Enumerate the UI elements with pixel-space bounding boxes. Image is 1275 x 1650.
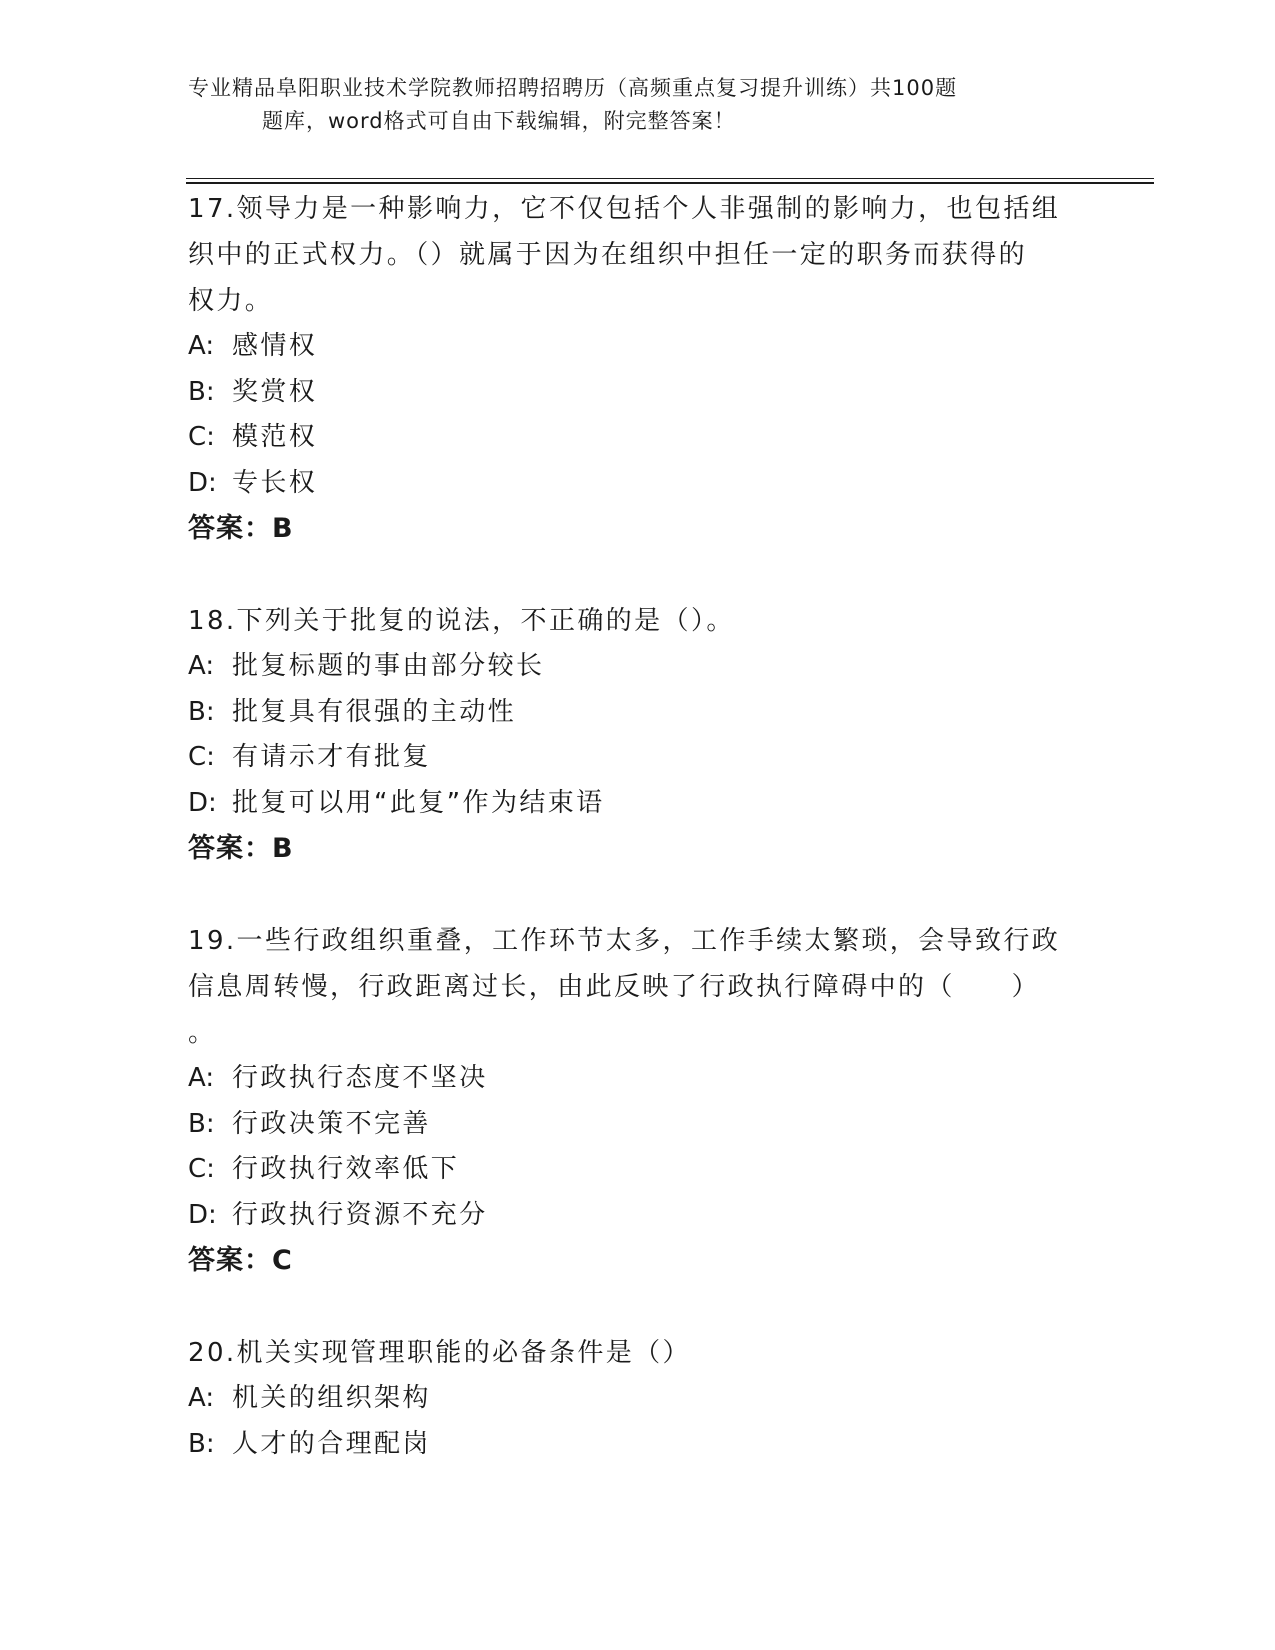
option-text: 行政决策不完善: [232, 1108, 431, 1139]
option-c: [188, 735, 1088, 781]
question-19: [188, 918, 1088, 1284]
option-text: 感情权: [232, 331, 318, 361]
option-label: B:: [188, 376, 215, 407]
question-stem: [188, 598, 1078, 644]
header-divider-thick: [186, 182, 1154, 184]
option-text: 行政执行资源不充分: [232, 1199, 488, 1230]
option-text: 模范权: [232, 422, 318, 452]
option-label: C:: [188, 1154, 215, 1184]
option-label: C:: [188, 742, 215, 772]
option-text: 行政执行态度不坚决: [232, 1063, 488, 1093]
question-stem: [188, 918, 1078, 1056]
answer-line: 答案：B: [188, 833, 294, 864]
option-b: [188, 1102, 1088, 1148]
option-c: [188, 415, 1088, 461]
header-line-1: 专业精品阜阳职业技术学院教师招聘招聘历（高频重点复习提升训练）共100题: [188, 76, 958, 100]
header-line-2: 题库，word格式可自由下载编辑，附完整答案！: [262, 109, 736, 133]
stem-line: 权力。: [188, 286, 274, 316]
option-b: [188, 370, 1088, 416]
option-text: 批复可以用“此复”作为结束语: [232, 787, 605, 818]
option-a: [188, 1376, 1088, 1422]
option-text: 机关的组织架构: [232, 1383, 431, 1413]
header-divider-thin: [186, 178, 1154, 179]
stem-line: 18.下列关于批复的说法，不正确的是（）。: [188, 606, 735, 636]
option-label: A:: [188, 331, 215, 361]
option-label: B:: [188, 1108, 215, 1139]
option-b: [188, 690, 1088, 736]
option-label: D:: [188, 1199, 217, 1230]
question-spacer: [188, 872, 1088, 918]
option-label: A:: [188, 651, 215, 681]
option-d: [188, 781, 1088, 827]
stem-line: 19.一些行政组织重叠，工作环节太多，工作手续太繁琐，会导致行政: [188, 926, 1061, 956]
option-label: B:: [188, 696, 215, 727]
question-18: [188, 598, 1088, 872]
stem-line: 。: [188, 1018, 217, 1048]
option-label: D:: [188, 787, 217, 818]
stem-line: 织中的正式权力。（）就属于因为在组织中担任一定的职务而获得的: [188, 240, 1028, 270]
question-stem: [188, 186, 1078, 324]
option-c: [188, 1147, 1088, 1193]
question-spacer: [188, 552, 1088, 598]
option-d: [188, 461, 1088, 507]
option-a: [188, 1056, 1088, 1102]
stem-line: 20.机关实现管理职能的必备条件是（）: [188, 1338, 691, 1368]
question-spacer: [188, 1284, 1088, 1330]
option-label: B:: [188, 1428, 215, 1459]
option-text: 批复标题的事由部分较长: [232, 651, 545, 681]
option-label: A:: [188, 1383, 215, 1413]
option-text: 专长权: [232, 467, 318, 498]
document-header: [188, 72, 1068, 138]
option-a: [188, 324, 1088, 370]
answer-line: 答案：B: [188, 513, 294, 544]
option-b: [188, 1422, 1088, 1468]
option-text: 人才的合理配岗: [232, 1428, 431, 1459]
answer-line: 答案：C: [188, 1245, 293, 1276]
option-text: 行政执行效率低下: [232, 1154, 460, 1184]
option-text: 批复具有很强的主动性: [232, 696, 517, 727]
option-d: [188, 1193, 1088, 1239]
stem-line: 信息周转慢，行政距离过长，由此反映了行政执行障碍中的（ ）: [188, 972, 1041, 1002]
option-text: 有请示才有批复: [232, 742, 431, 772]
question-list: [188, 186, 1088, 1467]
option-label: C:: [188, 422, 215, 452]
option-label: D:: [188, 467, 217, 498]
question-17: [188, 186, 1088, 552]
option-label: A:: [188, 1063, 215, 1093]
option-a: [188, 644, 1088, 690]
question-stem: [188, 1330, 1078, 1376]
question-20: [188, 1330, 1088, 1467]
option-text: 奖赏权: [232, 376, 318, 407]
stem-line: 17.领导力是一种影响力，它不仅包括个人非强制的影响力，也包括组: [188, 194, 1061, 224]
